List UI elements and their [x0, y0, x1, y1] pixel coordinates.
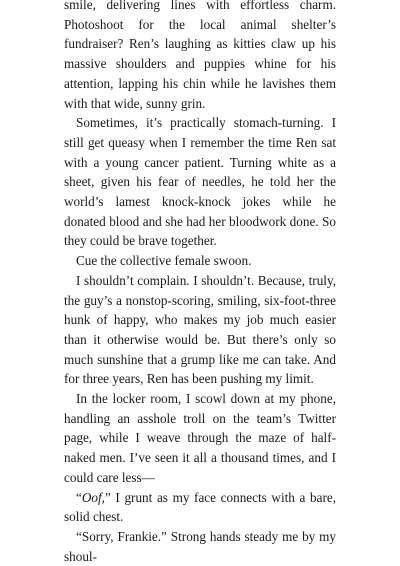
body-text — [64, 0, 336, 566]
paragraph-5: In the locker room, I scowl down at my phone, handling an asshole troll on the team’s Twitter page, while I weave through the maze of half-naked men. I’ve seen it all a thousand times, and I could care less— — [64, 391, 336, 485]
paragraph-6: “Oof,” I grunt as my face connects with a bare, solid chest. — [64, 489, 336, 525]
paragraph-2: Sometimes, it’s practically stomach-turning. I still get queasy when I remember the time Ren sat with a young cancer patient. Turning white as a sheet, given his fear of needles, he told her the world’s lamest knock-knock jokes while he donated blood and she had her bloodwork done. So they could be brave together. — [64, 115, 336, 249]
italic-oof: Oof — [81, 489, 102, 505]
paragraph-3: Cue the collective female swoon. — [76, 253, 252, 269]
paragraph-7: “Sorry, Frankie.” Strong hands steady me by my shoul- — [64, 528, 336, 564]
paragraph-4: I shouldn’t complain. I shouldn’t. Because, truly, the guy’s a nonstop-scoring, smiling, six-foot-three hunk of happy, who makes my job much easier than it otherwise would be. But there’s only so much sunshine that a grump like me can take. And for three years, Ren has been pushing my limit. — [64, 272, 336, 387]
paragraph-1: smile, delivering lines with effortless charm. Photoshoot for the local animal shelter’s fundraiser? Ren’s laughing as kitties claw up his massive shoulders and puppies whine for his attention, lapping his chin while he lavishes them with that wide, sunny grin. — [64, 0, 336, 111]
